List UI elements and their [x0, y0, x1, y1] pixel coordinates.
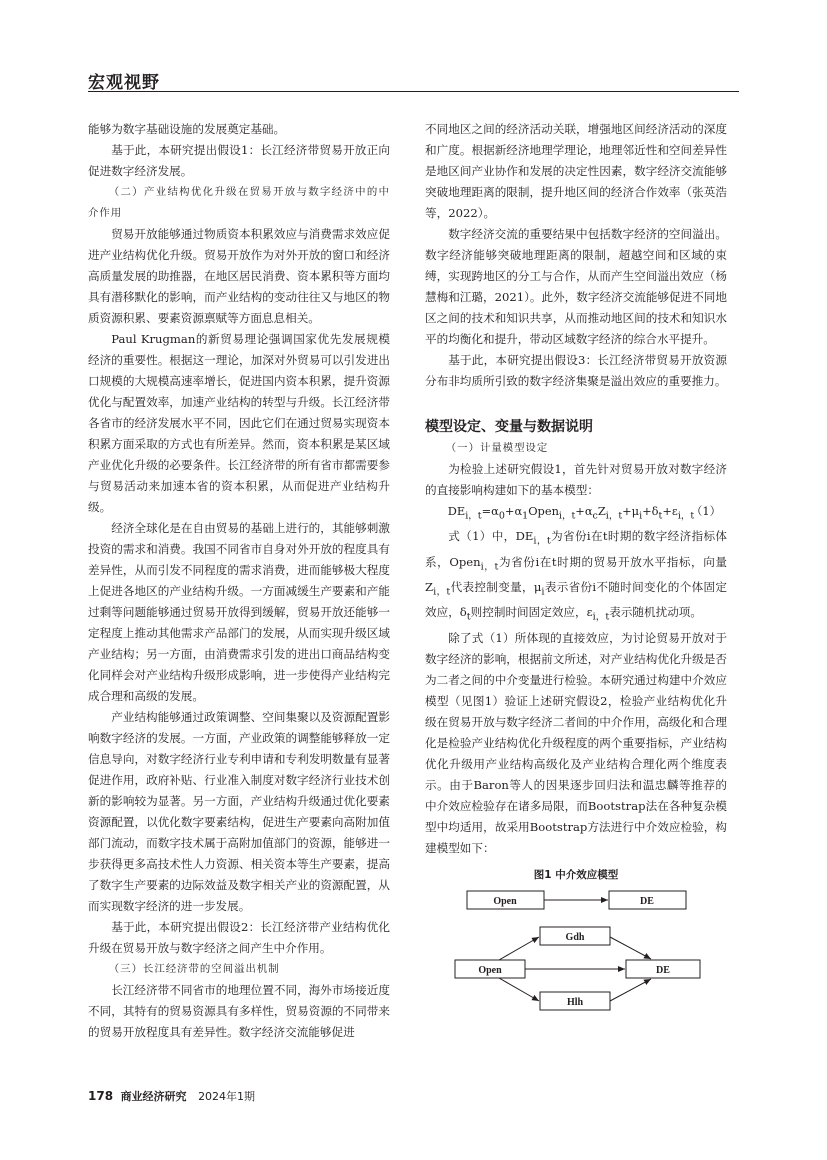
- header-rule: [88, 91, 739, 92]
- node-gdh-label: Gdh: [565, 931, 585, 943]
- arrow-hlh-de: [610, 979, 651, 1001]
- right-column: [425, 119, 727, 1017]
- arrow-gdh-de: [610, 937, 651, 959]
- mediation-model-diagram: [425, 885, 727, 1013]
- paragraph: 基于此，本研究提出假设3：长江经济带贸易开放资源分布非均质所引致的数字经济集聚是溢出效应的重要推力。: [425, 353, 727, 388]
- journal-name: 商业经济研究: [120, 1090, 187, 1103]
- left-column: [88, 119, 390, 1043]
- figure-title: 图1 中介效应模型: [533, 868, 619, 881]
- paragraph: 长江经济带不同省市的地理位置不同，海外市场接近度不同，其特有的贸易资源具有多样性，贸易资源的不同带来的贸易开放程度具有差异性。数字经济交流能够促进: [88, 983, 390, 1039]
- paragraph: 经济全球化是在自由贸易的基础上进行的，其能够刺激投资的需求和消费。我国不同省市自身对外开放的程度具有差异性，从而引发不同程度的需求消费，进而能够极大程度上促进各地区的产业结构升级。一方面减缓生产要素和产能过剩等问题能够通过贸易开放得到缓解，贸易开放还能够一定程度上推动其他需求产品部门的发展，从而实现升级区域产业结构；另一方面，由消费需求引发的进出口商品结构变化同样会对产业结构升级形成影响，进一步使得产业结构完成合理和高级的发展。: [88, 521, 390, 703]
- paragraph: 除了式（1）所体现的直接效应，为讨论贸易开放对于数字经济的影响，根据前文所述，对产业结构优化升级是否为二者之间的中介变量进行检验。本研究通过构建中介效应模型（见图1）验证上述研究假设2，检验产业结构优化升级在贸易开放与数字经济二者间的中介作用，高级化和合理化是检验产业结构优化升级程度的两个重要指标，产业结构优化升级用产业结构高级化及产业结构合理化两个维度表示。由于Baron等人的因果逐步回归法和温忠麟等推荐的中介效应检验存在诸多局限，而Bootstrap法在各种复杂模型中均适用，故采用Bootstrap方法进行中介效应检验，构建模型如下：: [425, 630, 727, 855]
- equation-number: （1）: [690, 504, 721, 518]
- paragraph: 能够为数字基础设施的发展奠定基础。: [88, 122, 286, 136]
- paragraph: Paul Krugman的新贸易理论强调国家优先发展规模经济的重要性。根据这一理论，加深对外贸易可以引发进出口规模的大规模高速率增长，促进国内资本积累，提升资源优化与配置效率，加速产业结构的转型与升级。长江经济带各省市的经济发展水平不同，因此它们在通过贸易实现资本积累方面采取的方式也有所差异。然而，资本积累是某区域产业优化升级的必要条件。长江经济带的所有省市都需要参与贸易活动来加速本省的资本积累，从而促进产业结构升级。: [88, 332, 390, 514]
- paragraph: 贸易开放能够通过物质资本积累效应与消费需求效应促进产业结构优化升级。贸易开放作为对外开放的窗口和经济高质量发展的助推器，在地区居民消费、资本累积等方面均具有潜移默化的影响，而产业结构的变动往往又与地区的物质资源积累、要素资源禀赋等方面息息相关。: [88, 227, 390, 325]
- subheading-industry: （二）产业结构优化升级在贸易开放与数字经济中的中介作用: [88, 186, 390, 219]
- paragraph: 基于此，本研究提出假设2：长江经济带产业结构优化升级在贸易开放与数字经济之间产生中介作用。: [88, 920, 390, 955]
- page-footer: [88, 1088, 255, 1104]
- arrow-open-gdh: [499, 937, 539, 960]
- paragraph: 基于此，本研究提出假设1：长江经济带贸易开放正向促进数字经济发展。: [88, 143, 390, 178]
- node-de-mid-label: DE: [656, 964, 670, 976]
- subheading-spatial: （三）长江经济带的空间溢出机制: [108, 963, 280, 975]
- paragraph: 产业结构能够通过政策调整、空间集聚以及资源配置影响数字经济的发展。一方面，产业政策的调整能够释放一定信息导向，对数字经济行业专利申请和专利发明数量有显著促进作用，政府补贴、行业准入制度对数字经济行业技术创新的影响较为显著。另一方面，产业结构升级通过优化要素资源配置，以优化数字要素结构，促进生产要素向高附加值部门流动，而数字技术属于高附加值部门的资源，能够进一步获得更多高技术性人力资源、相关资本等生产要素，提高了数字生产要素的边际效益及数字相关产业的资源配置，从而实现数字经济的进一步发展。: [88, 710, 390, 913]
- issue-info: 2024年1期: [198, 1090, 256, 1103]
- paragraph: 为检验上述研究假设1，首先针对贸易开放对数字经济的直接影响构建如下的基本模型：: [425, 462, 727, 497]
- paragraph: 不同地区之间的经济活动关联，增强地区间经济活动的深度和广度。根据新经济地理学理论，地理邻近性和空间差异性是地区间产业协作和发展的决定性因素，数字经济交流能够突破地理距离的限制，提升地区间的经济合作效率（张英浩等，2022）。: [425, 122, 727, 220]
- subheading-econometric: （一）计量模型设定: [445, 442, 549, 454]
- node-hlh-label: Hlh: [566, 996, 584, 1008]
- node-open-top-label: Open: [493, 895, 517, 907]
- section-header: 宏观视野: [88, 73, 160, 93]
- arrow-open-hlh: [499, 978, 539, 1001]
- page-number: 178: [88, 1089, 114, 1103]
- equation-1: $DE_{i,t}=\alpha_0+\alpha_1Open_{i,t}+\alpha_cZ_{i,t}+\mu_i+\delta_t+\varepsilon_{i,t}$ （1）: [425, 501, 727, 526]
- section-heading-model: 模型设定、变量与数据说明: [425, 419, 593, 435]
- node-de-top-label: DE: [640, 895, 654, 907]
- paragraph: 数字经济交流的重要结果中包括数字经济的空间溢出。数字经济能够突破地理距离的限制，超越空间和区域的束缚，实现跨地区的分工与合作，从而产生空间溢出效应（杨慧梅和江璐，2021）。此外，数字经济交流能够促进不同地区之间的技术和知识共享，从而推动地区间的技术和知识水平的均衡化和提升，带动区域数字经济的综合水平提升。: [425, 227, 727, 346]
- node-open-mid-label: Open: [478, 964, 502, 976]
- paragraph: 式（1）中，$DE_{i,t}$为省份i在t时期的数字经济指标体系，Open$_{i,t}$为省份i在t时期的贸易开放水平指标，向量$Z_{i,t}$代表控制变量，$\mu_i$表示省份i不随时间变化的个体固定效应，$\delta_t$则控制时间固定效应，$\varepsilon_{i,t}$表示随机扰动项。: [425, 529, 727, 623]
